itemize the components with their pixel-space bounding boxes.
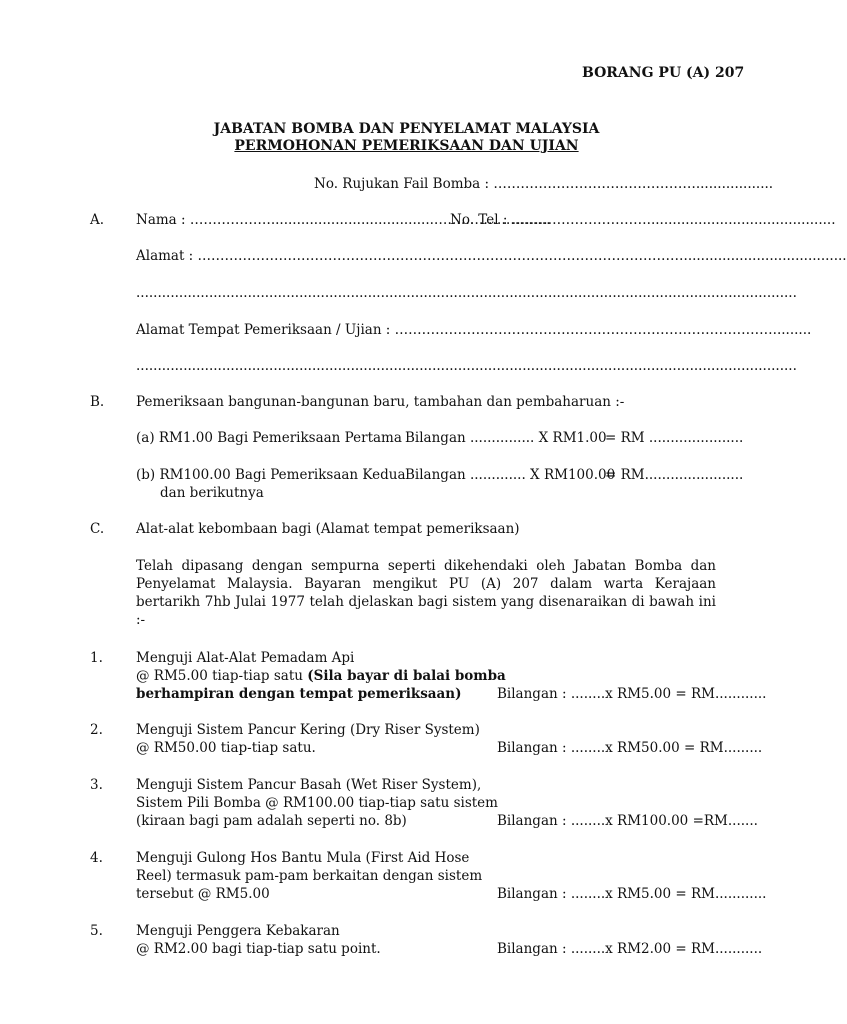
name-field[interactable]: Nama : ………………......................................……………………..: [136, 212, 551, 228]
item-3-line-3: (kiraan bagi pam adalah seperti no. 8b): [136, 813, 407, 829]
fee-a-label: (a) RM1.00 Bagi Pemeriksaan Pertama: [136, 430, 402, 446]
fee-a-total-field[interactable]: = RM ......................: [605, 430, 744, 446]
item-4-number: 4.: [90, 850, 103, 866]
address-line-2[interactable]: ..........................................................................................................................................................: [136, 285, 797, 301]
item-2-charge-field[interactable]: Bilangan : ........x RM50.00 = RM.........: [497, 740, 763, 756]
item-2-line-2: @ RM50.00 tiap-tiap satu.: [136, 740, 316, 756]
item-5-line-2: @ RM2.00 bagi tiap-tiap satu point.: [136, 941, 381, 957]
fee-b-total-field[interactable]: = RM.......................: [605, 467, 744, 483]
item-1-line-2: [136, 667, 506, 685]
item-4-charge-field[interactable]: Bilangan : ........x RM5.00 = RM............: [497, 886, 767, 902]
page-title: JABATAN BOMBA DAN PENYELAMAT MALAYSIA: [213, 121, 600, 137]
inspection-address-line-2[interactable]: ..........................................................................................................................................................: [136, 358, 797, 374]
file-reference-field[interactable]: No. Rujukan Fail Bomba : ………………………………………..................: [314, 176, 774, 192]
item-1-number: 1.: [90, 650, 103, 666]
fee-b-label-cont: dan berikutnya: [160, 485, 264, 501]
item-1-charge-field[interactable]: Bilangan : ........x RM5.00 = RM............: [497, 686, 767, 702]
item-2-number: 2.: [90, 722, 103, 738]
item-5-charge-field[interactable]: Bilangan : ........x RM2.00 = RM...........: [497, 941, 763, 957]
item-3-line-1: Menguji Sistem Pancur Basah (Wet Riser System),: [136, 777, 482, 793]
page-subtitle: [0, 137, 813, 155]
phone-field[interactable]: No. Tel : …………………………............................................: [450, 212, 836, 228]
item-1-line-1: Menguji Alat-Alat Pemadam Api: [136, 650, 355, 666]
section-c-heading: Alat-alat kebombaan bagi (Alamat tempat pemeriksaan): [136, 521, 520, 537]
item-4-line-2: Reel) termasuk pam-pam berkaitan dengan sistem: [136, 868, 483, 884]
fee-b-count-field[interactable]: Bilangan ............. X RM100.00: [405, 467, 616, 483]
item-1-line-2-text: @ RM5.00 tiap-tiap satu: [136, 668, 308, 684]
fee-a-count-field[interactable]: Bilangan ............... X RM1.00: [405, 430, 607, 446]
page-subtitle-text: PERMOHONAN PEMERIKSAAN DAN UJIAN: [234, 138, 579, 154]
inspection-address-field[interactable]: Alamat Tempat Pemeriksaan / Ujian : ………………………………………………………………………….........: [136, 322, 812, 338]
address-field[interactable]: Alamat : ………………………………………………………………………………………………......................................: [136, 248, 847, 264]
section-b-heading: Pemeriksaan bangunan-bangunan baru, tambahan dan pembaharuan :-: [136, 394, 625, 410]
item-3-charge-field[interactable]: Bilangan : ........x RM100.00 =RM.......: [497, 813, 758, 829]
item-5-line-1: Menguji Penggera Kebakaran: [136, 923, 340, 939]
section-c-paragraph: Telah dipasang dengan sempurna seperti dikehendaki oleh Jabatan Bomba dan Penyelamat Malaysia. Bayaran mengikut PU (A) 207 dalam warta Kerajaan bertarikh 7hb Julai 1977 telah djelaskan bagi sistem yang disenaraikan di bawah ini :-: [136, 558, 716, 628]
section-b-marker: B.: [90, 394, 105, 410]
item-3-line-2: Sistem Pili Bomba @ RM100.00 tiap-tiap satu sistem: [136, 795, 498, 811]
item-1-note-inline: (Sila bayar di balai bomba: [307, 668, 506, 684]
item-2-line-1: Menguji Sistem Pancur Kering (Dry Riser System): [136, 722, 480, 738]
item-1-note-line: berhampiran dengan tempat pemeriksaan): [136, 686, 462, 702]
item-5-number: 5.: [90, 923, 103, 939]
item-3-number: 3.: [90, 777, 103, 793]
item-4-line-3: tersebut @ RM5.00: [136, 886, 270, 902]
section-a-marker: A.: [90, 212, 105, 228]
form-code: BORANG PU (A) 207: [582, 65, 745, 81]
item-4-line-1: Menguji Gulong Hos Bantu Mula (First Aid Hose: [136, 850, 470, 866]
section-c-marker: C.: [90, 521, 105, 537]
fee-b-label: (b) RM100.00 Bagi Pemeriksaan Kedua: [136, 467, 406, 483]
